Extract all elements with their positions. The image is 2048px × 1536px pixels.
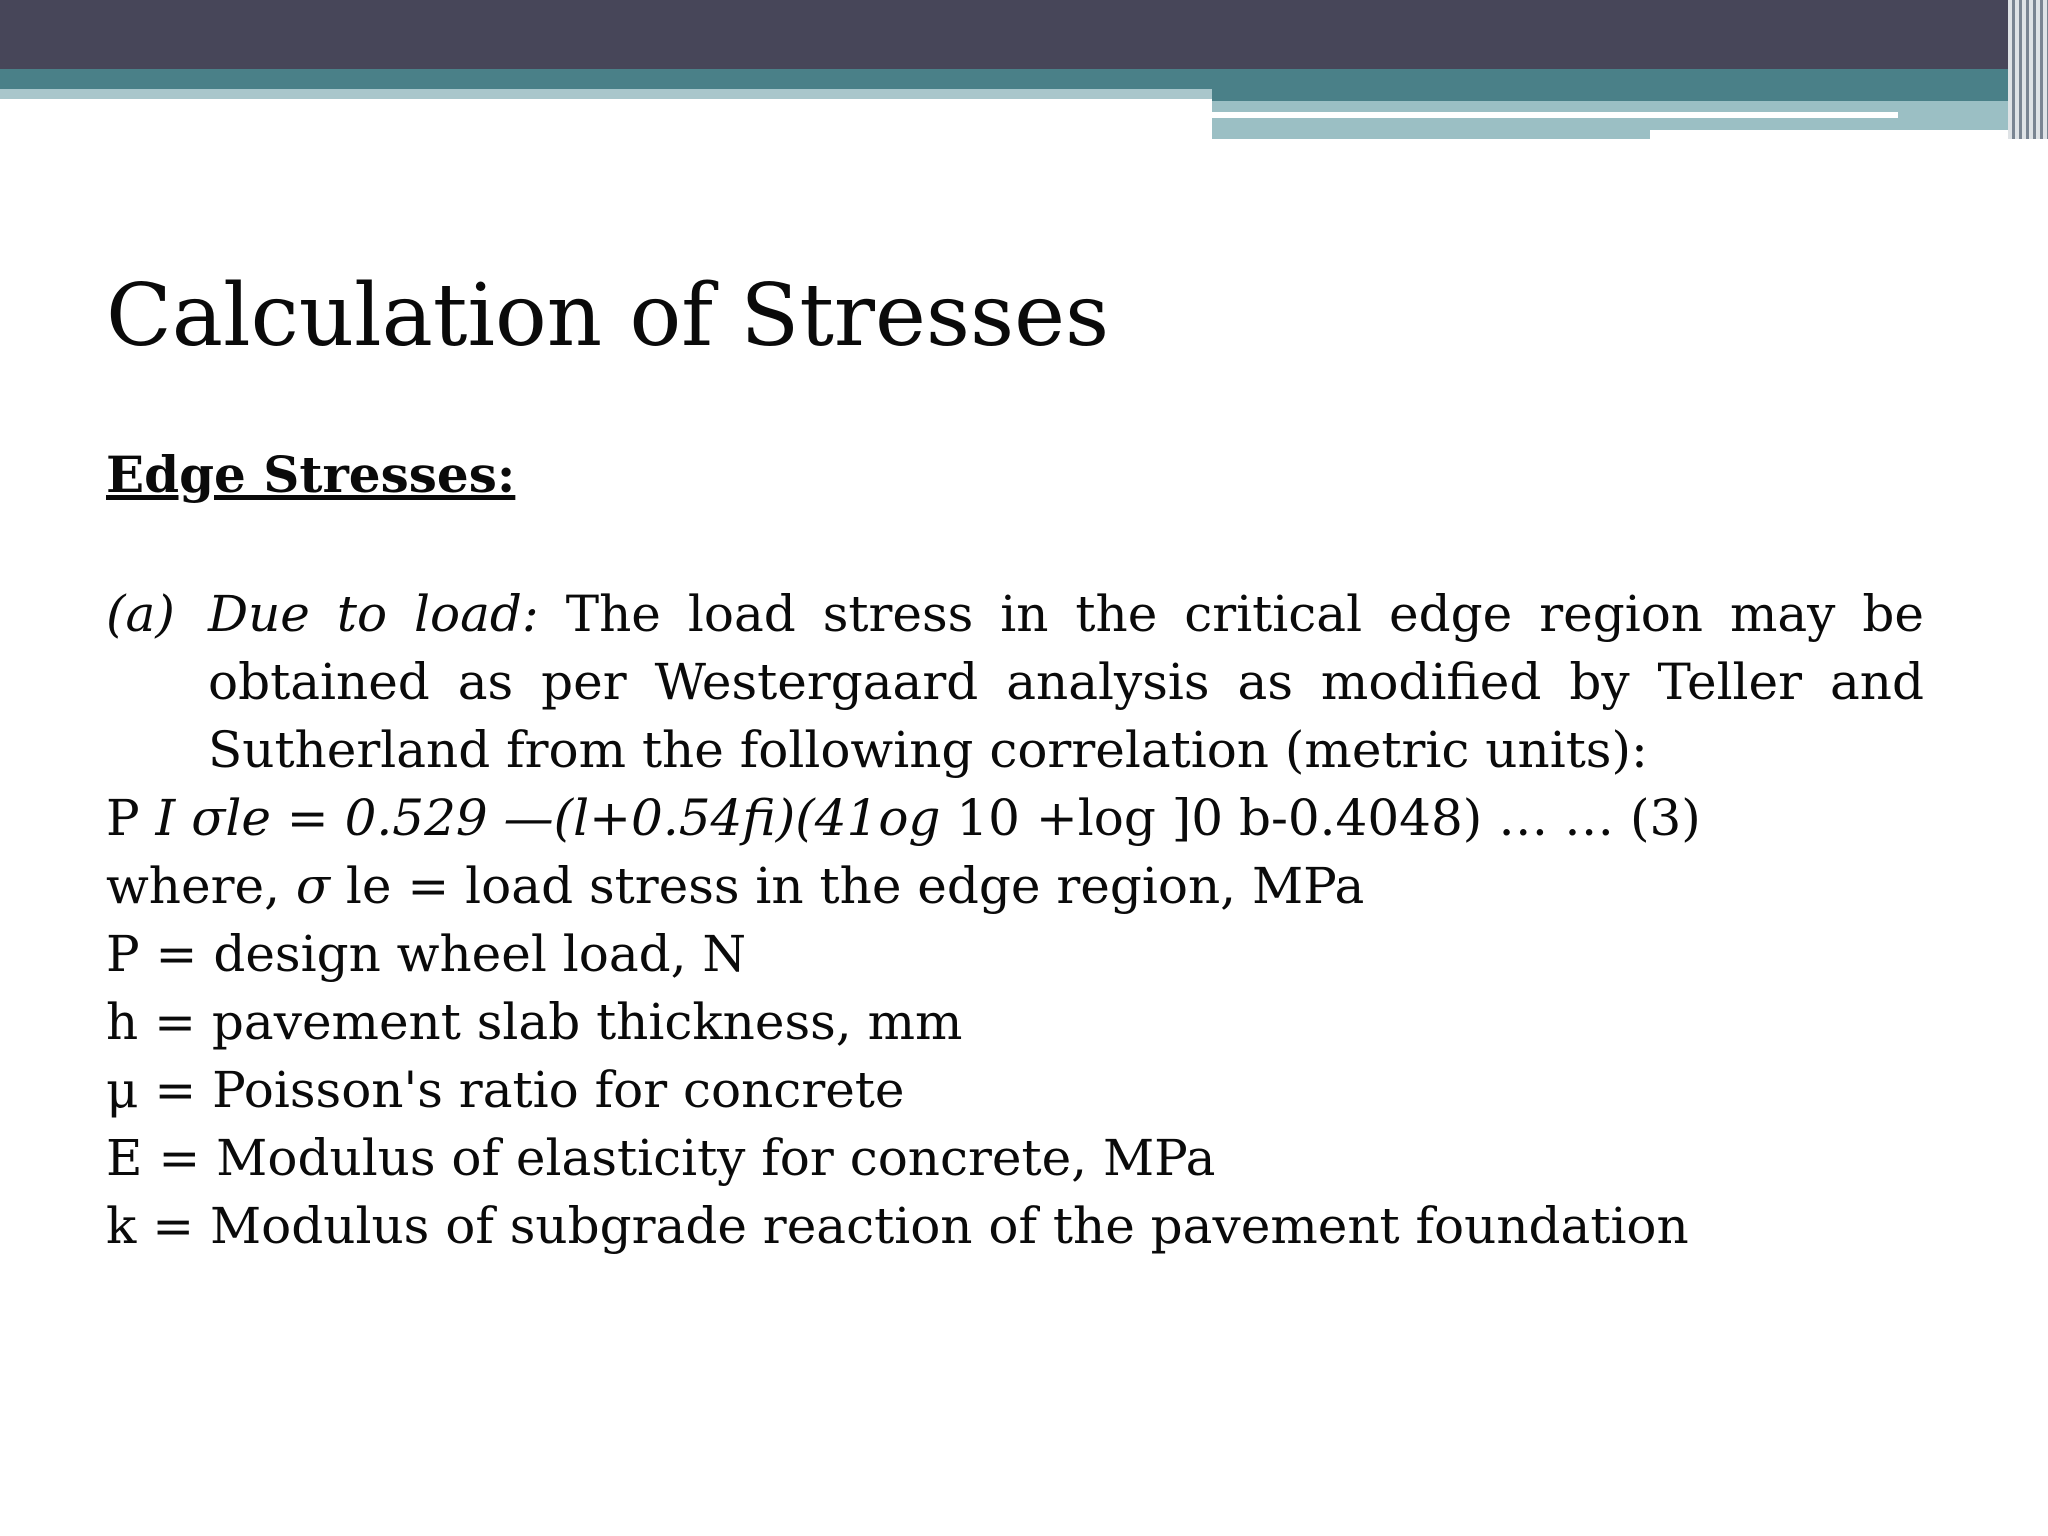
paragraph-a	[106, 580, 1924, 784]
section-heading: Edge Stresses:	[106, 445, 516, 504]
definition-item: k = Modulus of subgrade reaction of the pavement foundation	[106, 1197, 1689, 1255]
paragraph-a-text	[208, 580, 1924, 784]
slide-body	[106, 580, 1924, 1260]
definition-item: h = pavement slab thickness, mm	[106, 993, 963, 1051]
header-white-notch	[1650, 130, 2048, 139]
formula-italic: I σle = 0.529 —(l+0.54fi)(41og	[155, 789, 941, 847]
definition-item: P = design wheel load, N	[106, 925, 747, 983]
definition-item: μ = Poisson's ratio for concrete	[106, 1061, 905, 1119]
slide-title: Calculation of Stresses	[106, 266, 1110, 366]
header-white-rule	[1212, 112, 1898, 118]
paragraph-body: The load stress in the critical edge region may be obtained as per Westergaard analysis as modified by Teller and Sutherland from the following correlation (metric units):	[208, 585, 1924, 779]
list-marker: (a)	[106, 585, 175, 643]
formula-rest: 10 +log ]0 b-0.4048) … … (3)	[940, 789, 1701, 847]
formula-line	[106, 784, 1924, 852]
paragraph-lead: Due to load:	[208, 585, 539, 643]
formula-prefix: P	[106, 789, 156, 847]
where-prefix: where,	[106, 857, 296, 915]
where-rest: le = load stress in the edge region, MPa	[330, 857, 1365, 915]
header-accent-band-right	[1212, 69, 2048, 101]
header-accent-line	[0, 89, 1212, 99]
header-bar	[0, 0, 2048, 69]
definition-item: E = Modulus of elasticity for concrete, MPa	[106, 1129, 1216, 1187]
header-stripes	[2008, 0, 2048, 139]
header-accent-band	[0, 69, 1212, 89]
where-line	[106, 852, 1924, 920]
sigma-symbol: σ	[295, 857, 331, 915]
